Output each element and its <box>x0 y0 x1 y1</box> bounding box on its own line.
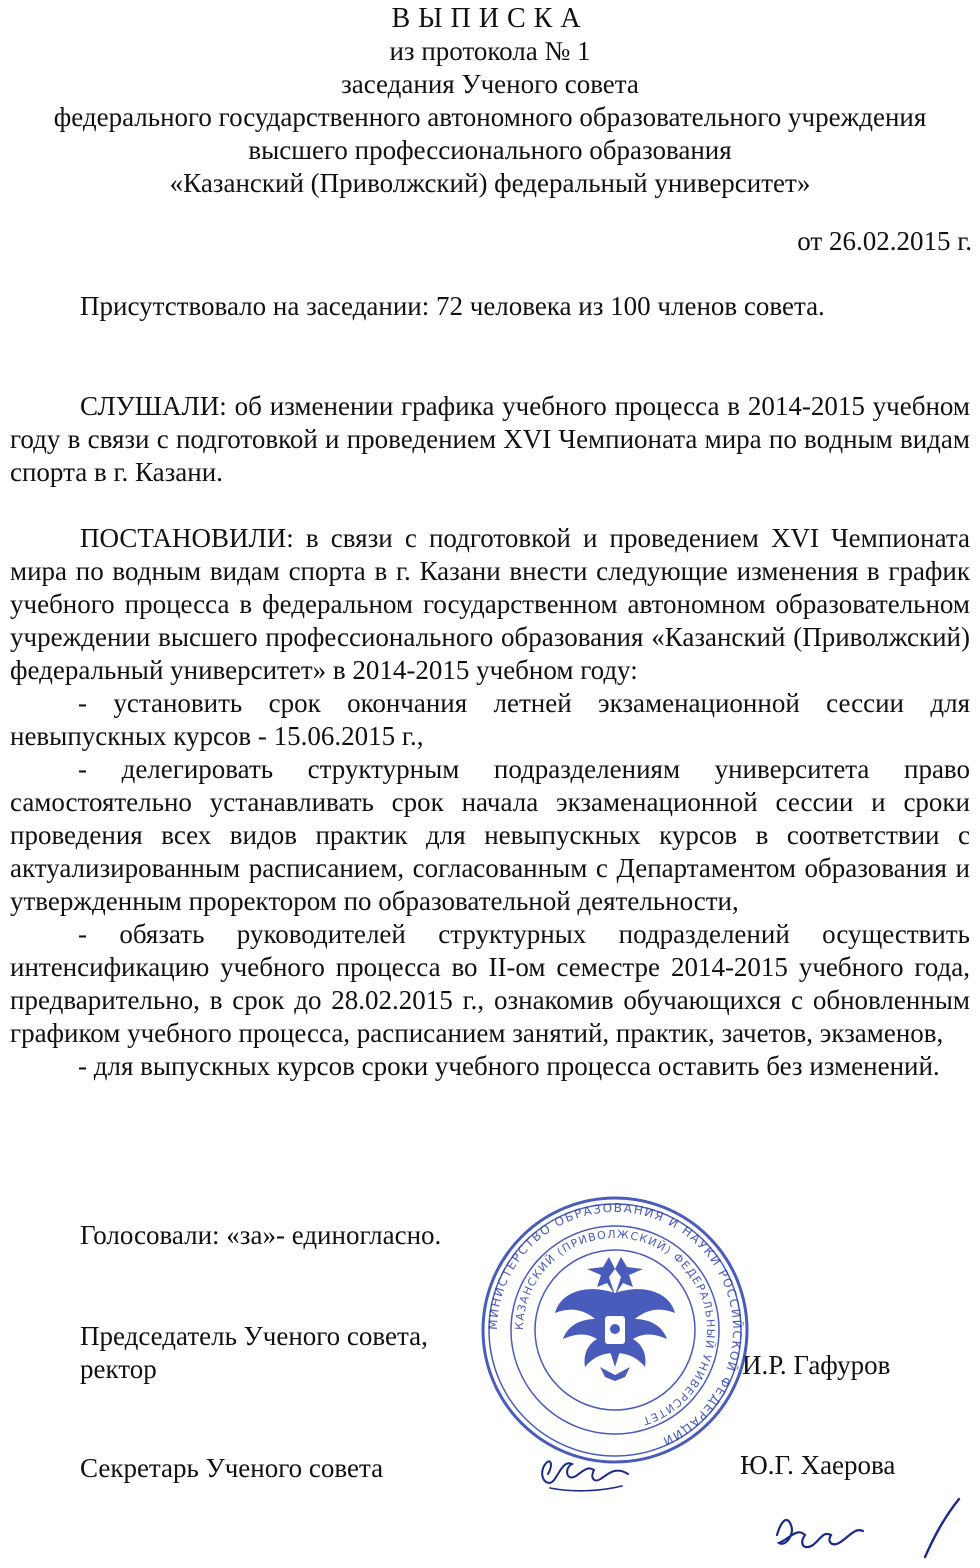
decision-item: - делегировать структурным подразделениям университета право самостоятельно устанавливать срок начала экзаменационной сессии и сроки проведения всех видов практик для невыпускных курсов в соответствии с актуализированным расписанием, согласованным с Департаментом образования и утвержденным проректором по образовательной деятельности, <box>10 754 970 916</box>
seal-inner-text: КАЗАНСКИЙ (ПРИВОЛЖСКИЙ) ФЕДЕРАЛЬНЫЙ УНИВЕРСИТЕТ <box>512 1227 718 1428</box>
heard-text: СЛУШАЛИ: об изменении графика учебного процесса в 2014-2015 учебном году в связи с подготовкой и проведением XVI Чемпионата мира по водным видам спорта в г. Казани. <box>10 391 970 487</box>
rector-signature <box>765 1495 965 1565</box>
protocol-line: из протокола № 1 <box>389 36 591 66</box>
decided-section <box>10 522 970 1083</box>
protocol-date: от 26.02.2015 г. <box>797 226 972 256</box>
decision-item: - установить срок окончания летней экзаменационной сессии для невыпускных курсов - 15.06.2015 г., <box>10 688 970 751</box>
institution-line: федерального государственного автономного образовательного учреждения <box>53 102 927 132</box>
secretary-name: Ю.Г. Хаерова <box>740 1450 896 1480</box>
chair-title-line2: ректор <box>80 1354 157 1384</box>
chair-title-line1: Председатель Ученого совета, <box>80 1321 428 1351</box>
attendance-text: Присутствовало на заседании: 72 человека из 100 членов совета. <box>80 291 825 321</box>
university-line: «Казанский (Приволжский) федеральный университет» <box>169 168 811 198</box>
decision-item: - обязать руководителей структурных подразделений осуществить интенсификацию учебного процесса во II-ом семестре 2014-2015 учебного года, предварительно, в срок до 28.02.2015 г., ознакомив обучающихся с обновленным графиком учебного процесса, расписанием занятий, практик, зачетов, экзаменов, <box>10 919 970 1048</box>
eagle-emblem-icon <box>555 1257 675 1381</box>
vote-result: Голосовали: «за»- единогласно. <box>80 1220 442 1250</box>
seal-outer-text: МИНИСТЕРСТВО ОБРАЗОВАНИЯ И НАУКИ РОССИЙСКОЙ ФЕДЕРАЦИИ <box>485 1200 745 1449</box>
university-seal-stamp <box>480 1195 750 1465</box>
chair-name: И.Р. Гафуров <box>742 1350 891 1380</box>
heard-section <box>10 390 970 489</box>
document-header <box>0 2 980 200</box>
secretary-signature <box>530 1440 640 1510</box>
council-line: заседания Ученого совета <box>341 69 639 99</box>
chair-title <box>80 1320 428 1386</box>
education-line: высшего профессионального образования <box>248 135 732 165</box>
secretary-title: Секретарь Ученого совета <box>80 1453 384 1483</box>
decision-item: - для выпускных курсов сроки учебного процесса оставить без изменений. <box>78 1051 940 1081</box>
decided-intro: ПОСТАНОВИЛИ: в связи с подготовкой и проведением XVI Чемпионата мира по водным видам спорта в г. Казани внести следующие изменения в график учебного процесса в федеральном государственном автономном образовательном учреждении высшего профессионального образования «Казанский (Приволжский) федеральный университет» в 2014-2015 учебном году: <box>10 523 970 685</box>
document-title: ВЫПИСКА <box>391 3 589 34</box>
